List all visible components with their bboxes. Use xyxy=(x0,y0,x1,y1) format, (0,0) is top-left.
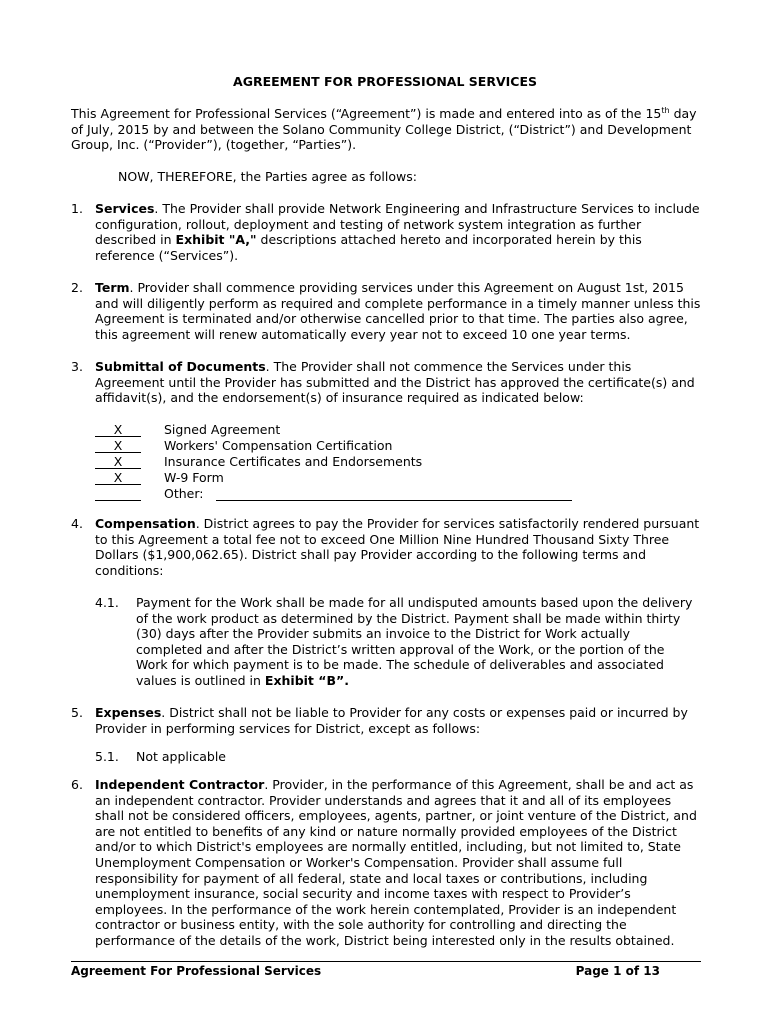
checklist-item xyxy=(95,438,615,454)
section-text: . District agrees to pay the Provider for services satisfactorily rendered pursuant to this Agreement a total fee not to exceed One Million Nine Hundred Thousand Sixty Three Dollars ($1,900,062.65). District shall pay Provider according to the following terms and conditions: xyxy=(95,516,700,578)
section-text: descriptions attached hereto and incorporated herein by this reference (“Services”). xyxy=(95,232,642,263)
section-number: 5. xyxy=(71,705,83,720)
section-number: 6. xyxy=(71,777,83,792)
section-heading: Compensation xyxy=(95,516,196,531)
checklist-mark[interactable]: X xyxy=(95,470,141,485)
section-services xyxy=(71,201,703,263)
section-text: . District shall not be liable to Provider for any costs or expenses paid or incurred by Provider in performing services for District, except as follows: xyxy=(95,705,688,736)
section-number: 1. xyxy=(71,201,83,216)
intro-text-a: This Agreement for Professional Services (“Agreement”) is made and entered into as of the 15 xyxy=(71,106,662,121)
section-text: . Provider shall commence providing services under this Agreement on August 1st, 2015 and will diligently perform as required and complete performance in a timely manner unless this Agreement is terminated and/or otherwise cancelled prior to that time. The parties also agree, this agreement will renew automatically every year not to exceed 10 one year terms. xyxy=(95,280,701,342)
intro-paragraph xyxy=(71,106,703,153)
footer-page-number: Page 1 of 13 xyxy=(575,964,660,978)
checklist-mark[interactable]: X xyxy=(95,422,141,437)
subsection-text: Payment for the Work shall be made for all undisputed amounts based upon the delivery of the work product as determined by the District. Payment shall be made within thirty (30) days after the Provider submits an invoice to the District for Work actually completed and after the District’s written approval of the Work, or the portion of the Work for which payment is to be made. The schedule of deliverables and associated values is outlined in xyxy=(136,595,693,688)
intro-superscript: th xyxy=(661,105,670,115)
section-number: 4. xyxy=(71,516,83,531)
subsection-4-1 xyxy=(95,595,695,689)
section-text: . Provider, in the performance of this Agreement, shall be and act as an independent contractor. Provider understands and agrees that it and all of its employees shall not be considered officers, employees, agents, partner, or joint venture of the District, and are not entitled to benefits of any kind or nature normally provided employees of the District and/or to which District's employees are normally entitled, including, but not limited to, State Unemployment Compensation or Worker's Compensation. Provider shall assume full responsibility for payment of all federal, state and local taxes or contributions, including unemployment insurance, social security and income taxes with respect to Provider’s employees. In the performance of the work herein contemplated, Provider is an independent contractor or business entity, with the sole authority for controlling and directing the performance of the details of the work, District being interested only in the results obtained. xyxy=(95,777,697,948)
page-title: AGREEMENT FOR PROFESSIONAL SERVICES xyxy=(233,74,537,89)
section-number: 2. xyxy=(71,280,83,295)
other-blank-line[interactable] xyxy=(216,486,572,501)
section-number: 3. xyxy=(71,359,83,374)
documents-checklist xyxy=(95,422,615,502)
section-heading: Term xyxy=(95,280,130,295)
section-heading: Independent Contractor xyxy=(95,777,265,792)
section-submittal-of-documents xyxy=(71,359,703,406)
checklist-item xyxy=(95,470,615,486)
checklist-label: Workers' Compensation Certification xyxy=(164,438,393,453)
checklist-mark[interactable]: X xyxy=(95,438,141,453)
checklist-label: Insurance Certificates and Endorsements xyxy=(164,454,423,469)
checklist-mark[interactable] xyxy=(95,486,141,501)
checklist-label: W-9 Form xyxy=(164,470,224,485)
exhibit-b-reference: Exhibit “B”. xyxy=(264,672,349,688)
now-therefore-line: NOW, THEREFORE, the Parties agree as follows: xyxy=(118,169,417,184)
exhibit-a-reference: Exhibit "A," xyxy=(175,232,257,248)
checklist-item xyxy=(95,486,615,502)
section-independent-contractor xyxy=(71,777,703,949)
checklist-mark[interactable]: X xyxy=(95,454,141,469)
subsection-number: 5.1. xyxy=(95,749,119,764)
checklist-label: Signed Agreement xyxy=(164,422,281,437)
footer-divider xyxy=(71,961,701,962)
section-heading: Services xyxy=(95,201,155,216)
checklist-item xyxy=(95,454,615,470)
checklist-label: Other: xyxy=(164,486,204,501)
subsection-5-1 xyxy=(95,749,695,765)
subsection-text: Not applicable xyxy=(136,749,226,764)
section-heading: Submittal of Documents xyxy=(95,359,266,374)
subsection-number: 4.1. xyxy=(95,595,119,610)
section-compensation xyxy=(71,516,703,578)
intro-text-b: day of July, 2015 by and between the Solano Community College District, (“District”) and Development Group, Inc. (“Provider”), (together, “Parties”). xyxy=(71,106,697,153)
section-text: . The Provider shall not commence the Services under this Agreement until the Provider has submitted and the District has approved the certificate(s) and affidavit(s), and the endorsement(s) of insurance required as indicated below: xyxy=(95,359,695,406)
section-term xyxy=(71,280,703,342)
footer-document-title: Agreement For Professional Services xyxy=(71,964,322,978)
checklist-item xyxy=(95,422,615,438)
section-text: . The Provider shall provide Network Engineering and Infrastructure Services to include configuration, rollout, deployment and testing of network system integration as further described in xyxy=(95,201,700,248)
section-expenses xyxy=(71,705,703,736)
section-heading: Expenses xyxy=(95,705,162,720)
